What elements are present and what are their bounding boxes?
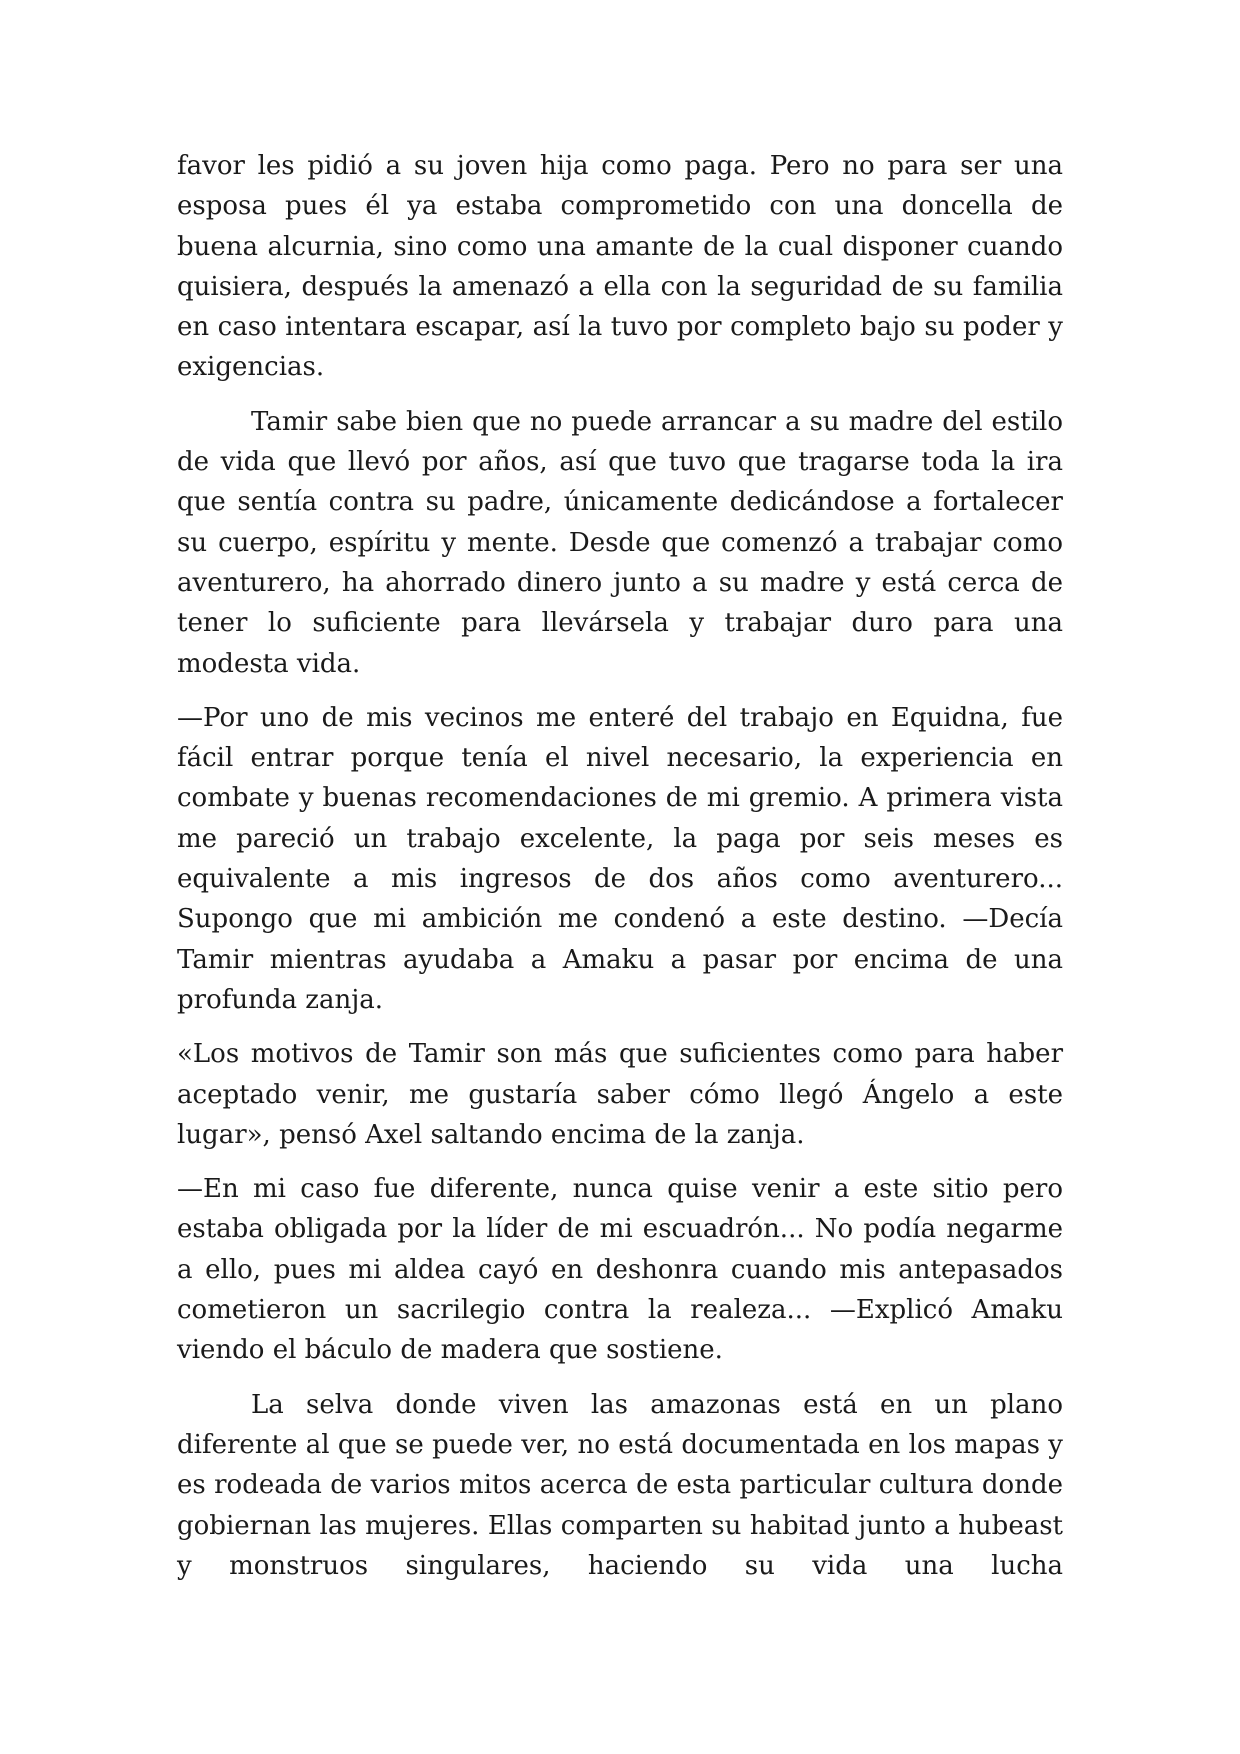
paragraph: «Los motivos de Tamir son más que suficientes como para haber aceptado venir, me gustaría saber cómo llegó Ángelo a este lugar», pensó Axel saltando encima de la zanja. <box>177 1039 1063 1150</box>
paragraph: favor les pidió a su joven hija como paga. Pero no para ser una esposa pues él ya estaba comprometido con una doncella de buena alcurnia, sino como una amante de la cual disponer cuando quisiera, después la amenazó a ella con la seguridad de su familia en caso intentara escapar, así la tuvo por completo bajo su poder y exigencias. <box>177 151 1063 383</box>
document-body <box>177 146 1063 1586</box>
paragraph: —En mi caso fue diferente, nunca quise venir a este sitio pero estaba obligada por la líder de mi escuadrón... No podía negarme a ello, pues mi aldea cayó en deshonra cuando mis antepasados cometieron un sacrilegio contra la realeza... —Explicó Amaku viendo el báculo de madera que sostiene. <box>177 1174 1063 1366</box>
paragraph: Tamir sabe bien que no puede arrancar a su madre del estilo de vida que llevó por años, así que tuvo que tragarse toda la ira que sentía contra su padre, únicamente dedicándose a fortalecer su cuerpo, espíritu y mente. Desde que comenzó a trabajar como aventurero, ha ahorrado dinero junto a su madre y está cerca de tener lo suficiente para llevársela y trabajar duro para una modesta vida. <box>177 406 1063 679</box>
paragraph: —Por uno de mis vecinos me enteré del trabajo en Equidna, fue fácil entrar porque tenía el nivel necesario, la experiencia en combate y buenas recomendaciones de mi gremio. A primera vista me pareció un trabajo excelente, la paga por seis meses es equivalente a mis ingresos de dos años como aventurero... Supongo que mi ambición me condenó a este destino. —Decía Tamir mientras ayudaba a Amaku a pasar por encima de una profunda zanja. <box>177 702 1063 1015</box>
paragraph: La selva donde viven las amazonas está en un plano diferente al que se puede ver, no está documentada en los mapas y es rodeada de varios mitos acerca de esta particular cultura donde gobiernan las mujeres. Ellas comparten su habitad junto a hubeast y monstruos singulares, haciendo su vida una lucha <box>177 1389 1063 1581</box>
